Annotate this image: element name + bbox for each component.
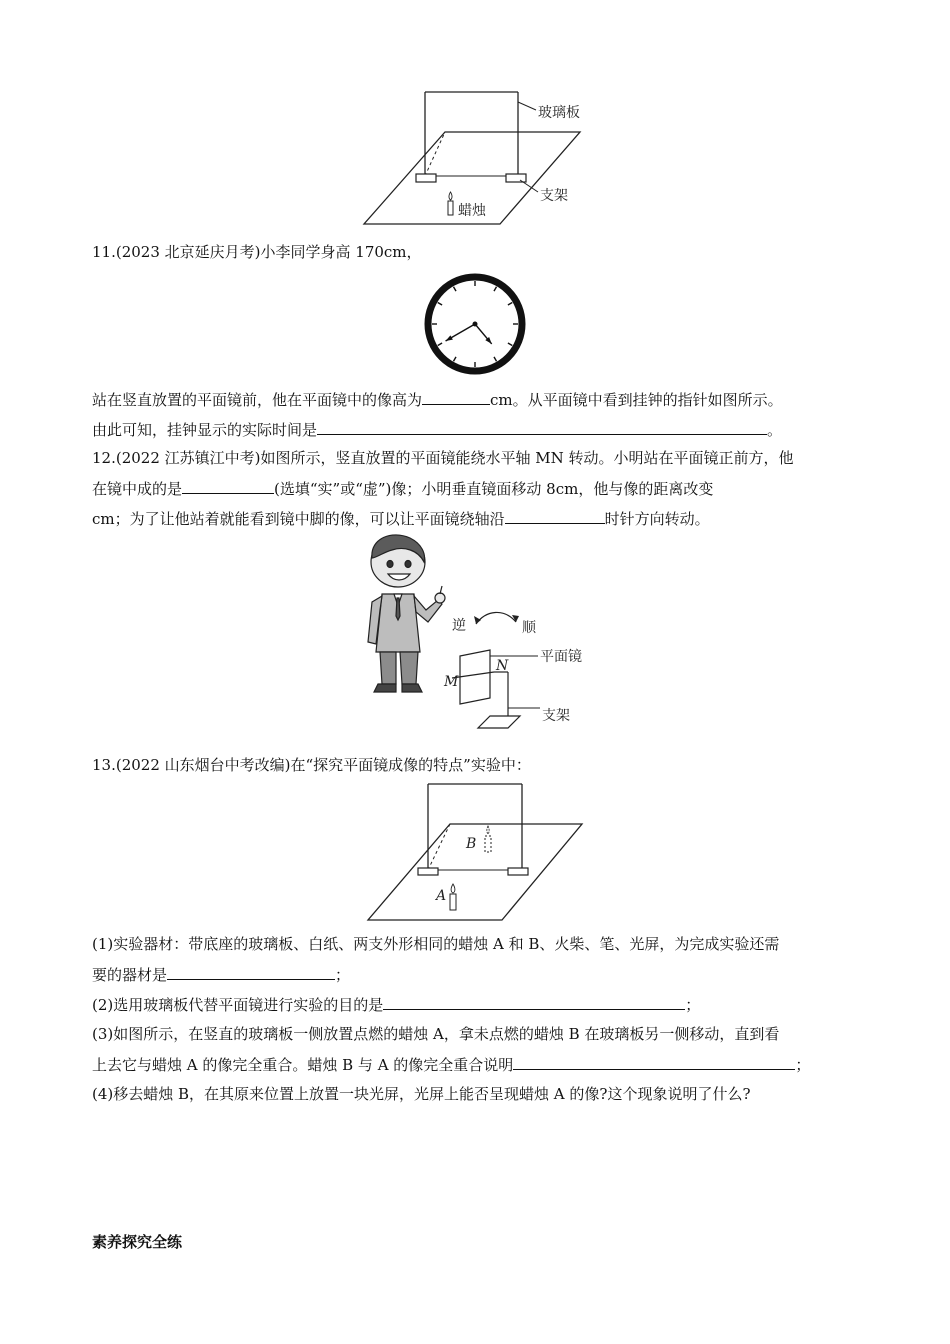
q12-line3-text-b: 时针方向转动。: [604, 510, 710, 528]
q12-line2: [92, 478, 713, 499]
candle-a-label: A: [436, 888, 447, 904]
q12-line2-text-b: (选填“实”或“虚”)像；小明垂直镜面移动 8cm，他与像的距离改变: [274, 480, 714, 498]
clock-figure: [423, 272, 527, 376]
q13-p4-line: (4)移去蜡烛 B，在其原来位置上放置一块光屏，光屏上能否呈现蜡烛 A 的像?这个现象说明了什么?: [92, 1085, 751, 1103]
boy-mirror-figure: [352, 532, 602, 742]
q12-line2-text-a: 在镜中成的是: [92, 480, 183, 498]
q13-p3-text-a: 上去它与蜡烛 A 的像完全重合。蜡烛 B 与 A 的像完全重合说明: [92, 1056, 514, 1074]
section-title: 素养探究全练: [92, 1233, 183, 1251]
q11-answer-blank-1[interactable]: [422, 389, 490, 405]
q12-line3: [92, 508, 710, 529]
q13-p3-line2: [92, 1054, 810, 1075]
ccw-label: 逆: [452, 618, 466, 634]
q13-p3-line1: (3)如图所示，在竖直的玻璃板一侧放置点燃的蜡烛 A，拿未点燃的蜡烛 B 在玻璃板另一侧移动，直到看: [92, 1025, 780, 1043]
cw-label: 顺: [522, 620, 536, 636]
q12-answer-blank-1[interactable]: [182, 478, 274, 494]
mirror-label: 平面镜: [540, 649, 582, 665]
q11-line2: [92, 419, 782, 440]
candle-b-label: B: [466, 836, 477, 852]
q13-p2-text-a: (2)选用玻璃板代替平面镜进行实验的目的是: [92, 996, 384, 1014]
q13-p2-line: [92, 994, 700, 1015]
q13-answer-blank-2[interactable]: [383, 994, 685, 1010]
q13-answer-blank-3[interactable]: [513, 1054, 795, 1070]
m-label: M: [444, 674, 459, 690]
q13-p1-text-a: 要的器材是: [92, 966, 168, 984]
stand-label: 支架: [540, 188, 568, 204]
glass-plate-figure: [360, 88, 600, 228]
q13-p1-line2: [92, 964, 350, 985]
q11-answer-blank-2[interactable]: [317, 419, 767, 435]
candle-ab-figure: [366, 782, 586, 922]
q12-line3-text-a: cm；为了让他站着就能看到镜中脚的像，可以让平面镜绕轴沿: [92, 510, 505, 528]
stand-label-q12: 支架: [542, 708, 570, 724]
q12-answer-blank-2[interactable]: [505, 508, 605, 524]
n-label: N: [496, 658, 509, 674]
q13-p1-line1: (1)实验器材：带底座的玻璃板、白纸、两支外形相同的蜡烛 A 和 B、火柴、笔、光屏，为完成实验还需: [92, 935, 780, 953]
candle-label: 蜡烛: [458, 203, 486, 219]
q13-p3-text-b: ；: [795, 1056, 811, 1074]
q13-p2-text-b: ；: [685, 996, 701, 1014]
q11-line1: [92, 389, 783, 410]
q11-header: 11.(2023 北京延庆月考)小李同学身高 170cm，: [92, 243, 422, 261]
q13-answer-blank-1[interactable]: [167, 964, 335, 980]
q11-line2-text-a: 由此可知，挂钟显示的实际时间是: [92, 421, 318, 439]
glass-plate-label: 玻璃板: [538, 105, 580, 121]
q11-line1-text-a: 站在竖直放置的平面镜前，他在平面镜中的像高为: [92, 391, 423, 409]
boy-illustration-icon: [368, 535, 445, 692]
q11-line2-text-b: 。: [767, 421, 783, 439]
q11-line1-text-b: cm。从平面镜中看到挂钟的指针如图所示。: [490, 391, 783, 409]
q13-header: 13.(2022 山东烟台中考改编)在“探究平面镜成像的特点”实验中：: [92, 756, 531, 774]
q13-p1-text-b: ；: [335, 966, 351, 984]
q12-line1: 12.(2022 江苏镇江中考)如图所示，竖直放置的平面镜能绕水平轴 MN 转动。小明站在平面镜正前方，他: [92, 449, 794, 467]
